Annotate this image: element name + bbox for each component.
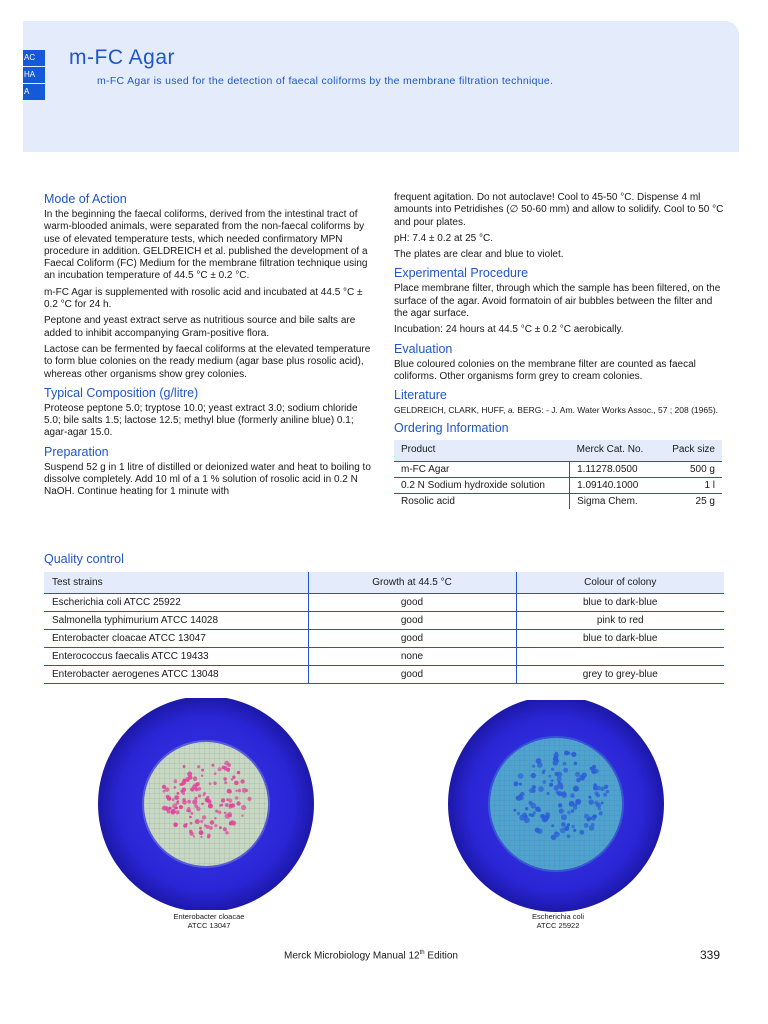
colony-dot (564, 826, 569, 831)
colony-dot (209, 803, 212, 806)
section-heading-literature: Literature (394, 388, 447, 403)
table-cell: none (308, 647, 516, 665)
colony-dot (200, 820, 203, 823)
side-tabs (23, 50, 45, 101)
paragraph: m-FC Agar is supplemented with rosolic acid and incubated at 44.5 °C ± 0.2 °C for 24 h. (44, 286, 363, 311)
page-number: 339 (699, 948, 720, 962)
colony-dot (596, 793, 600, 797)
literature-reference: GELDREICH, CLARK, HUFF, a. BERG: - J. Am. Water Works Assoc., 57 ; 208 (1965). (394, 405, 719, 416)
colony-dot (214, 772, 217, 775)
colony-dot (192, 784, 197, 789)
colony-dot (584, 823, 589, 828)
table-row (44, 629, 724, 647)
section-heading-experimental: Experimental Procedure (394, 266, 529, 281)
colony-dot (201, 775, 203, 777)
colony-dot (576, 800, 580, 804)
table-cell: 1.09140.1000 (570, 478, 659, 494)
colony-dot (531, 773, 536, 778)
right-column (394, 192, 724, 509)
colony-dot (247, 797, 251, 801)
caption-line: ATCC 13047 (187, 921, 231, 930)
colony-dot (540, 814, 545, 819)
colony-dot (210, 820, 214, 824)
left-column (44, 192, 372, 503)
colony-dot (545, 812, 550, 817)
section-heading-quality-control: Quality control (44, 552, 124, 566)
colony-dot (592, 814, 597, 819)
table-cell: Enterobacter aerogenes ATCC 13048 (44, 665, 308, 683)
colony-dot (166, 795, 170, 799)
colony-dot (543, 780, 547, 784)
colony-dot (203, 792, 206, 795)
colony-dot (549, 783, 553, 787)
colony-dot (175, 810, 179, 814)
caption-line: ATCC 25922 (536, 921, 580, 930)
paragraph: Blue coloured colonies on the membrane filter are counted as faecal coliforms. Other organisms form grey to cream colonies. (394, 358, 696, 382)
column-header: Pack size (659, 440, 722, 462)
colony-dot (241, 814, 244, 817)
table-cell: Escherichia coli ATCC 25922 (44, 593, 308, 611)
colony-dot (537, 762, 543, 768)
footer-manual-title (284, 950, 458, 961)
table-cell: good (308, 629, 516, 647)
colony-dot (221, 804, 224, 807)
colony-dot (241, 805, 246, 810)
colony-dot (572, 825, 575, 828)
colony-dot (573, 829, 576, 832)
colony-dot (519, 815, 525, 821)
side-tab[interactable]: A (23, 84, 45, 100)
table-cell: Sigma Chem. (570, 494, 659, 510)
ordering-table (394, 440, 722, 510)
colony-dot (225, 831, 229, 835)
colony-dot (189, 830, 193, 834)
footer-edition-superscript: th (419, 950, 425, 956)
colony-dot (223, 766, 227, 770)
paragraph: frequent agitation. Do not autoclave! Cool to 45-50 °C. Dispense 4 ml amounts into Petridishes (∅ 50-60 mm) and allow to solidify. Cool to 50 °C and pour plates. (394, 192, 724, 228)
colony-dot (567, 752, 570, 755)
colony-dot (555, 752, 558, 755)
colony-dot (204, 824, 207, 827)
colony-dot (221, 798, 225, 802)
colony-dot (538, 786, 544, 792)
colony-dot (528, 801, 532, 805)
colony-dot (567, 823, 570, 826)
colony-dot (594, 801, 598, 805)
colony-dot (563, 762, 567, 766)
colony-dot (584, 814, 589, 819)
colony-dot (538, 809, 541, 812)
colony-dot (214, 817, 216, 819)
colony-dot (561, 822, 566, 827)
table-cell: Rosolic acid (394, 494, 570, 510)
colony-dot (227, 789, 232, 794)
colony-dot (200, 836, 202, 838)
colony-dot (232, 776, 235, 779)
colony-dot (551, 768, 554, 771)
colony-dot (185, 777, 190, 782)
colony-dot (580, 830, 585, 835)
colony-dot (198, 794, 201, 797)
colony-dot (589, 799, 594, 804)
table-row (44, 611, 724, 629)
table-row (394, 494, 722, 510)
table-cell: Enterobacter cloacae ATCC 13047 (44, 629, 308, 647)
page-title: m-FC Agar (69, 46, 176, 69)
paragraph: The plates are clear and blue to violet. (394, 249, 564, 261)
side-tab[interactable]: AC (23, 50, 45, 66)
colony-dot (555, 756, 558, 759)
colony-dot (546, 792, 549, 795)
colony-dot (171, 810, 176, 815)
colony-dot (554, 832, 560, 838)
colony-dot (211, 764, 214, 767)
colony-dot (224, 812, 227, 815)
colony-dot (551, 779, 554, 782)
colony-dot (187, 800, 191, 804)
paragraph: Suspend 52 g in 1 litre of distilled or deionized water and heat to boiling to dissolve completely. Add 10 ml of a 1 % solution of rosolic acid in 0.2 N NaOH. Continue heating for 1 minute with (44, 461, 371, 498)
colony-dot (557, 791, 562, 796)
quality-control-table (44, 572, 724, 684)
colony-dot (238, 789, 241, 792)
colony-dot (193, 835, 195, 837)
table-cell: 25 g (659, 494, 722, 510)
plate-image-enterobacter-cloacae (94, 698, 318, 910)
image-caption (488, 912, 628, 930)
colony-dot (213, 782, 216, 785)
colony-dot (234, 781, 239, 786)
table-cell: grey to grey-blue (516, 665, 724, 683)
colony-dot (215, 810, 218, 813)
colony-dot (229, 821, 233, 825)
colony-dot (519, 783, 522, 786)
colony-dot (192, 799, 197, 804)
caption-line: Enterobacter cloacae (173, 912, 245, 921)
colony-dot (563, 768, 568, 773)
colony-dot (207, 799, 211, 803)
page-subtitle: m-FC Agar is used for the detection of faecal coliforms by the membrane filtration technique. (97, 75, 554, 87)
colony-dot (199, 827, 202, 830)
colony-dot (514, 781, 519, 786)
table-cell: Salmonella typhimurium ATCC 14028 (44, 611, 308, 629)
colony-dot (599, 811, 603, 815)
colony-dot (174, 786, 177, 789)
colony-dot (245, 789, 248, 792)
table-cell: Enterococcus faecalis ATCC 19433 (44, 647, 308, 665)
colony-dot (223, 827, 227, 831)
colony-dot (576, 778, 581, 783)
colony-dot (218, 811, 222, 815)
colony-dot (173, 822, 178, 827)
colony-dot (558, 803, 562, 807)
colony-dot (516, 796, 521, 801)
colony-dot (573, 786, 579, 792)
column-header: Colour of colony (516, 572, 724, 593)
colony-dot (209, 826, 213, 830)
table-cell: 1.11278.0500 (570, 462, 659, 478)
colony-dot (223, 777, 226, 780)
colony-dot (237, 771, 240, 774)
colony-dot (183, 824, 187, 828)
colony-dot (225, 803, 229, 807)
colony-dot (567, 811, 571, 815)
column-header: Growth at 44.5 °C (308, 572, 516, 593)
table-cell: blue to dark-blue (516, 629, 724, 647)
colony-dot (601, 802, 604, 805)
colony-dot (532, 765, 535, 768)
column-header: Product (394, 440, 570, 462)
colony-dot (574, 762, 578, 766)
section-heading-composition: Typical Composition (g/litre) (44, 385, 199, 400)
colony-dot (570, 793, 575, 798)
table-cell: blue to dark-blue (516, 593, 724, 611)
colony-dot (189, 816, 192, 819)
colony-dot (240, 779, 244, 783)
colony-dot (176, 801, 179, 804)
table-row (44, 665, 724, 683)
footer-edition-word: Edition (424, 950, 458, 962)
table-cell: 0.2 N Sodium hydroxide solution (394, 478, 570, 494)
colony-dot (177, 792, 180, 795)
section-heading-mode-of-action: Mode of Action (44, 192, 127, 206)
image-caption (139, 912, 279, 930)
colony-dot (162, 785, 166, 789)
paragraph: pH: 7.4 ± 0.2 at 25 °C. (394, 232, 493, 244)
table-cell: good (308, 665, 516, 683)
colony-dot (193, 776, 198, 781)
colony-dot (190, 822, 193, 825)
colony-dot (603, 793, 607, 797)
colony-dot (513, 809, 516, 812)
colony-dot (214, 824, 217, 827)
colony-dot (206, 796, 209, 799)
paragraph: Peptone and yeast extract serve as nutritious source and bile salts are added to inhibit accompanying Gram-positive flora. (44, 315, 356, 339)
column-header: Test strains (44, 572, 308, 593)
section-heading-ordering: Ordering Information (394, 420, 509, 435)
colony-dot (518, 773, 524, 779)
colony-dot (174, 779, 178, 783)
table-cell (516, 647, 724, 665)
table-cell: pink to red (516, 611, 724, 629)
table-row (394, 478, 722, 494)
colony-dot (581, 777, 585, 781)
colony-dot (165, 808, 169, 812)
colony-dot (575, 772, 580, 777)
paragraph: Place membrane filter, through which the sample has been filtered, on the surface of the agar. Avoid formatoin of air bubbles between the filter and the agar surface. (394, 283, 721, 320)
section-heading-evaluation: Evaluation (394, 341, 453, 356)
colony-dot (591, 769, 596, 774)
colony-dot (588, 796, 591, 799)
column-header: Merck Cat. No. (570, 440, 659, 462)
colony-dot (531, 813, 535, 817)
paragraph: Proteose peptone 5.0; tryptose 10.0; yeast extract 3.0; sodium chloride 5.0; bile salts 1.5; lactose 12.5; methyl blue (formerly aniline blue) 0.1; agar-agar 15.0. (44, 402, 358, 439)
table-cell: m-FC Agar (394, 462, 570, 478)
colony-dot (567, 834, 571, 838)
side-tab[interactable]: HA (23, 67, 45, 83)
table-row (44, 593, 724, 611)
colony-dot (207, 835, 210, 838)
footer-manual-text: Merck Microbiology Manual 12 (284, 950, 420, 962)
colony-dot (172, 798, 175, 801)
colony-dot (517, 812, 521, 816)
colony-dot (196, 807, 200, 811)
colony-dot (589, 825, 595, 831)
colony-dot (183, 765, 186, 768)
colony-dot (218, 767, 222, 771)
colony-dot (573, 805, 578, 810)
colony-dot (219, 826, 222, 829)
colony-dot (174, 795, 179, 800)
colony-dot (190, 812, 193, 815)
colony-dot (557, 777, 562, 782)
colony-dot (235, 796, 239, 800)
colony-dot (236, 801, 240, 805)
paragraph: Incubation: 24 hours at 44.5 °C ± 0.2 °C aerobically. (394, 324, 624, 336)
section-heading-preparation: Preparation (44, 444, 109, 459)
colony-dot (197, 765, 200, 768)
table-cell: good (308, 611, 516, 629)
paragraph: In the beginning the faecal coliforms, derived from the intestinal tract of warm-blooded animals, were separated from the non-faecal coliforms by use of elevated temperature tests, which needed confirmatory MPN procedure in addition. GELDREICH et al. published the development of a Faecal Coliform (FC) Medium for the membrane filtration technique using an incubation temperature of 44.5 °C ± 0.2 °C. (44, 209, 368, 282)
table-row (44, 647, 724, 665)
colony-dot (593, 786, 598, 791)
colony-dot (202, 815, 206, 819)
colony-dot (182, 788, 187, 793)
colony-dot (201, 769, 204, 772)
colony-dot (559, 809, 564, 814)
colony-dot (174, 807, 176, 809)
colony-dot (179, 805, 183, 809)
colony-dot (227, 812, 232, 817)
colony-dot (201, 803, 204, 806)
colony-dot (604, 785, 608, 789)
colony-dot (555, 772, 559, 776)
colony-dot (199, 830, 204, 835)
colony-dot (227, 763, 231, 767)
colony-dot (543, 769, 546, 772)
colony-dot (182, 800, 187, 805)
paragraph: Lactose can be fermented by faecal coliforms at the elevated temperature to form blue colonies on the ready medium (agar base plus rosolic acid), whereas other organisms show grey colonies. (44, 343, 371, 380)
colony-dot (235, 790, 237, 792)
colony-dot (163, 790, 166, 793)
colony-dot (606, 790, 609, 793)
colony-dot (229, 804, 232, 807)
colony-dot (226, 798, 229, 801)
colony-dot (532, 789, 536, 793)
colony-dot (571, 752, 576, 757)
colony-dot (209, 782, 212, 785)
colony-dot (535, 828, 540, 833)
colony-dot (188, 809, 191, 812)
table-row (394, 462, 722, 478)
colony-dot (525, 807, 528, 810)
colony-dot (561, 814, 567, 820)
colony-dot (180, 783, 183, 786)
colony-dot (548, 775, 551, 778)
colony-dot (551, 824, 554, 827)
caption-line: Escherichia coli (531, 912, 585, 921)
table-cell: good (308, 593, 516, 611)
colony-dot (195, 819, 200, 824)
table-cell: 1 l (659, 478, 722, 494)
colony-dot (224, 781, 227, 784)
colony-dot (532, 785, 536, 789)
plate-image-escherichia-coli (444, 700, 668, 912)
table-cell: 500 g (659, 462, 722, 478)
colony-dot (571, 809, 574, 812)
